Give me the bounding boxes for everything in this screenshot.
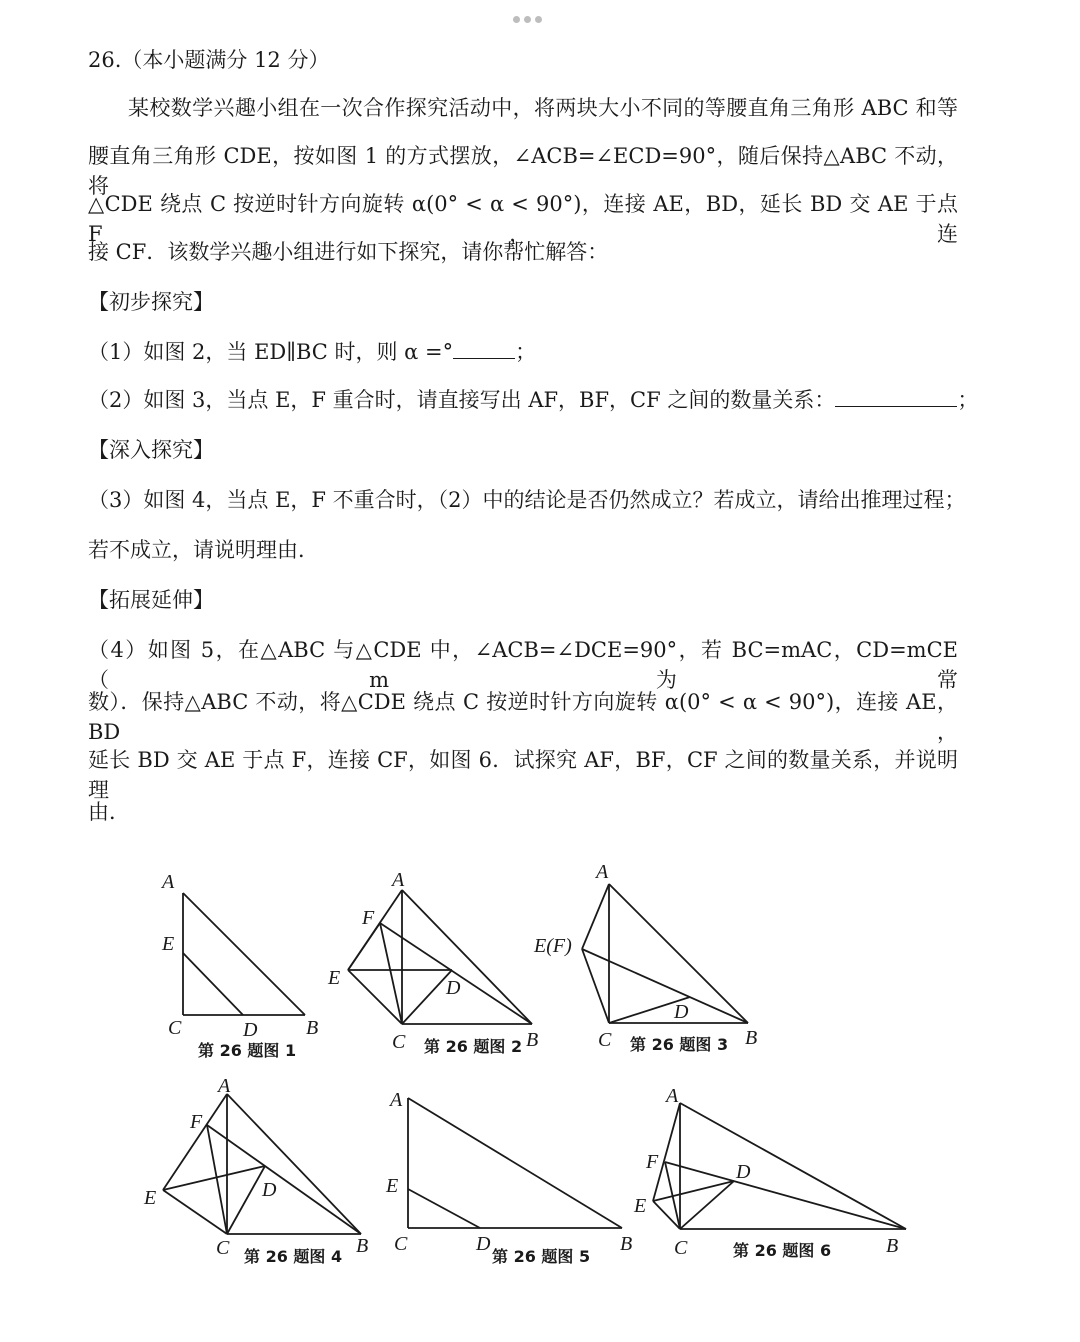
label-B: B [356,1235,369,1257]
label-D: D [446,977,461,999]
label-B: B [886,1235,899,1257]
question-4-line-3: 延长 BD 交 AE 于点 F，连接 CF，如图 6．试探究 AF，BF，CF 之间的数量关系，并说明理 [88,748,958,802]
question-4-line-2: 数）．保持△ABC 不动，将△CDE 绕点 C 按逆时针方向旋转 α(0° < α < 90°)，连接 AE，BD， [88,690,958,744]
figure-4 [143,1075,368,1266]
label-C: C [392,1031,406,1053]
label-A: A [666,1085,679,1107]
label-E: E [634,1195,647,1217]
problem-header: 26.（本小题满分 12 分） [88,48,330,72]
label-D: D [476,1233,491,1255]
figure-2-caption: 第 26 题图 2 [424,1037,523,1056]
section-extend: 【拓展延伸】 [88,588,214,612]
intro-line-4: 接 CF．该数学兴趣小组进行如下探究，请你帮忙解答： [88,240,609,264]
label-D: D [736,1161,751,1183]
intro-line-3: △CDE 绕点 C 按逆时针方向旋转 α(0° < α < 90°)，连接 AE，BD，延长 BD 交 AE 于点 F，连 [88,192,958,246]
question-3-line-2: 若不成立，请说明理由． [88,538,319,562]
label-A: A [218,1075,231,1097]
section-initial: 【初步探究】 [88,290,214,314]
figure-5 [385,1089,632,1266]
label-F: F [190,1111,203,1133]
figure-4-caption: 第 26 题图 4 [244,1247,343,1266]
figure-3-caption: 第 26 题图 3 [630,1035,729,1054]
figure-1 [160,871,318,1060]
question-2-end: ； [957,388,979,412]
label-C: C [394,1233,408,1255]
figure-2 [327,869,538,1056]
label-A: A [162,871,175,893]
label-A: A [390,1089,403,1111]
figure-6 [633,1085,906,1260]
figure-6-caption: 第 26 题图 6 [733,1241,832,1260]
label-C: C [216,1237,230,1259]
question-4-line-1: （4）如图 5，在△ABC 与△CDE 中，∠ACB=∠DCE=90°，若 BC=mAC，CD=mCE（m 为常 [88,638,958,692]
figure-5-caption: 第 26 题图 5 [492,1247,591,1266]
section-deep: 【深入探究】 [88,438,214,462]
label-C: C [168,1017,182,1039]
figure-3 [533,861,757,1054]
label-D: D [243,1019,258,1041]
label-F: F [362,907,375,929]
label-F: F [646,1151,659,1173]
label-B: B [620,1233,633,1255]
label-E: E [144,1187,157,1209]
label-A: A [392,869,405,891]
label-E: E [386,1175,399,1197]
label-E: E [162,933,175,955]
question-4-line-4: 由． [88,800,130,824]
intro-line-2: 腰直角三角形 CDE，按如图 1 的方式摆放，∠ACB=∠ECD=90°，随后保持△ABC 不动，将 [88,144,958,198]
label-D: D [674,1001,689,1023]
label-A: A [596,861,609,883]
label-D: D [262,1179,277,1201]
figure-1-caption: 第 26 题图 1 [198,1041,297,1060]
label-C: C [674,1237,688,1259]
question-1-text: （1）如图 2，当 ED∥BC 时，则 α =° [88,340,454,364]
label-E: E [328,967,341,989]
question-1-end: ； [515,340,537,364]
question-2-text: （2）如图 3，当点 E，F 重合时，请直接写出 AF，BF，CF 之间的数量关系： [88,388,836,412]
label-C: C [598,1029,612,1051]
intro-line-1: 某校数学兴趣小组在一次合作探究活动中，将两块大小不同的等腰直角三角形 ABC 和等 [128,96,958,120]
question-3-line-1: （3）如图 4，当点 E，F 不重合时，（2）中的结论是否仍然成立？若成立，请给出推理过程； [88,488,966,512]
label-B: B [745,1027,758,1049]
label-B: B [306,1017,319,1039]
label-EF: E(F) [534,935,572,957]
label-B: B [526,1029,539,1051]
